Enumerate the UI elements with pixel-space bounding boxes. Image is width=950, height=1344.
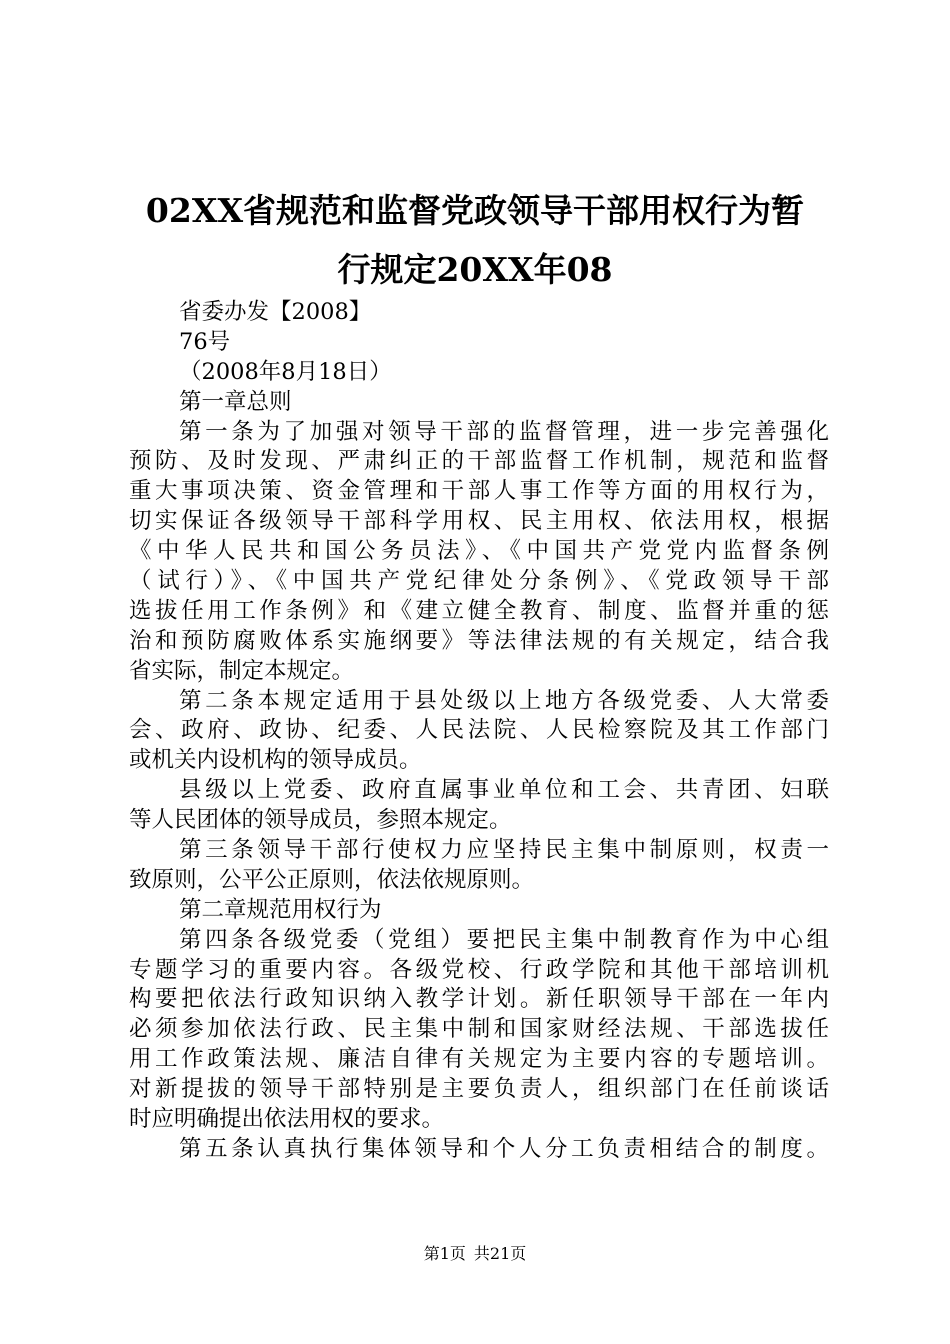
body-line: （试行）》、《中国共产党纪律处分条例》、《党政领导干部	[129, 568, 829, 595]
body-line: 省委办发【2008】	[179, 299, 372, 325]
body-line: 县级以上党委、政府直属事业单位和工会、共青团、妇联	[179, 777, 829, 804]
body-line: 第二章规范用权行为	[179, 896, 382, 923]
page-number: 第1页	[423, 1244, 466, 1263]
body-line: 第四条各级党委（党组）要把民主集中制教育作为中心组	[179, 926, 829, 953]
body-line: 或机关内设机构的领导成员。	[129, 747, 422, 774]
document-body	[129, 298, 829, 1165]
body-line: 76号	[179, 328, 231, 355]
body-line: 第一章总则	[179, 388, 292, 415]
body-line: 专题学习的重要内容。各级党校、行政学院和其他干部培训机	[129, 956, 829, 983]
body-line: 第一条为了加强对领导干部的监督管理，进一步完善强化	[179, 418, 829, 445]
body-line: 时应明确提出依法用权的要求。	[129, 1106, 445, 1133]
body-line: 对新提拔的领导干部特别是主要负责人，组织部门在任前谈话	[129, 1076, 829, 1103]
body-line: 第二条本规定适用于县处级以上地方各级党委、人大常委	[179, 687, 829, 714]
body-line: 用工作政策法规、廉洁自律有关规定为主要内容的专题培训。	[129, 1046, 829, 1073]
body-line: 重大事项决策、资金管理和干部人事工作等方面的用权行为，	[129, 478, 829, 505]
body-line: 必须参加依法行政、民主集中制和国家财经法规、干部选拔任	[129, 1016, 829, 1043]
body-line: 《中华人民共和国公务员法》、《中国共产党党内监督条例	[129, 538, 829, 565]
body-line: 致原则，公平公正原则，依法依规原则。	[129, 866, 535, 893]
body-line: 省实际，制定本规定。	[129, 657, 355, 684]
document-title-line-2: 行规定20XX年08	[337, 250, 613, 289]
body-line: （2008年8月18日）	[179, 358, 392, 385]
body-line: 第三条领导干部行使权力应坚持民主集中制原则，权责一	[179, 837, 829, 864]
body-line: 第五条认真执行集体领导和个人分工负责相结合的制度。	[179, 1135, 829, 1162]
document-title-line-1: 02XX省规范和监督党政领导干部用权行为暂	[145, 191, 805, 230]
page-total: 共21页	[473, 1244, 527, 1263]
body-line: 选拔任用工作条例》和《建立健全教育、制度、监督并重的惩	[129, 597, 829, 624]
body-line: 构要把依法行政知识纳入教学计划。新任职领导干部在一年内	[129, 986, 829, 1013]
body-line: 会、政府、政协、纪委、人民法院、人民检察院及其工作部门	[129, 717, 829, 744]
body-line: 治和预防腐败体系实施纲要》等法律法规的有关规定，结合我	[129, 627, 829, 654]
page-footer	[0, 1244, 950, 1264]
body-line: 切实保证各级领导干部科学用权、民主用权、依法用权，根据	[129, 508, 829, 535]
body-line: 预防、及时发现、严肃纠正的干部监督工作机制，规范和监督	[129, 448, 829, 475]
body-line: 等人民团体的领导成员，参照本规定。	[129, 807, 512, 834]
